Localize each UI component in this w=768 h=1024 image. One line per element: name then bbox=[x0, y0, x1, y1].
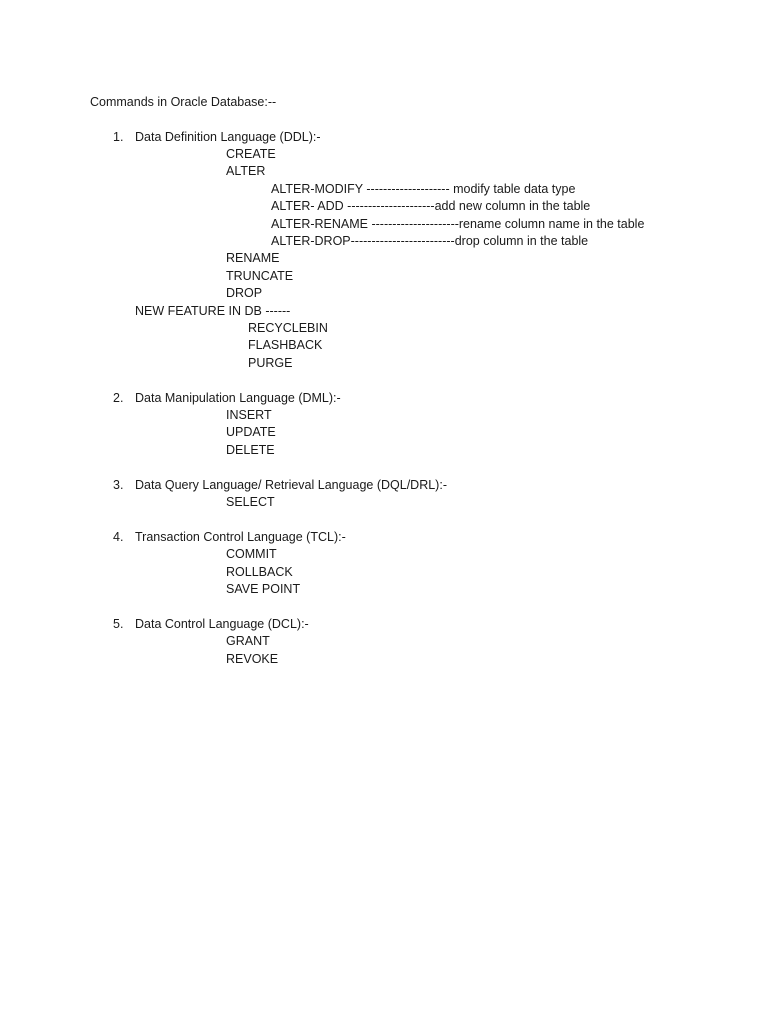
section-marker: 5. bbox=[113, 617, 124, 631]
list-item-text: ALTER-MODIFY -------------------- modify table data type bbox=[271, 182, 576, 196]
list-item-text: ALTER- ADD ---------------------add new column in the table bbox=[271, 199, 591, 213]
list-item-text: GRANT bbox=[226, 634, 270, 648]
list-item-text: CREATE bbox=[226, 147, 276, 161]
list-item-text: INSERT bbox=[226, 408, 272, 422]
new-feature-label: NEW FEATURE IN DB ------ bbox=[135, 304, 291, 318]
section-heading: Data Definition Language (DDL):- bbox=[135, 130, 321, 144]
list-item-text: ROLLBACK bbox=[226, 565, 293, 579]
list-item-text: UPDATE bbox=[226, 425, 276, 439]
list-item-text: SAVE POINT bbox=[226, 582, 301, 596]
list-item-text: RENAME bbox=[226, 251, 280, 265]
list-item-text: FLASHBACK bbox=[248, 338, 323, 352]
section-heading: Data Query Language/ Retrieval Language (DQL/DRL):- bbox=[135, 478, 447, 492]
list-item-text: RECYCLEBIN bbox=[248, 321, 328, 335]
document-title: Commands in Oracle Database:-- bbox=[90, 95, 277, 109]
list-item-text: DROP bbox=[226, 286, 263, 300]
section-marker: 4. bbox=[113, 530, 124, 544]
section-marker: 1. bbox=[113, 130, 124, 144]
section-marker: 3. bbox=[113, 478, 124, 492]
section-heading: Transaction Control Language (TCL):- bbox=[135, 530, 346, 544]
list-item-text: ALTER-RENAME ---------------------rename column name in the table bbox=[271, 217, 645, 231]
list-item-text: TRUNCATE bbox=[226, 269, 294, 283]
list-item-text: COMMIT bbox=[226, 547, 277, 561]
list-item-text: REVOKE bbox=[226, 652, 279, 666]
section-heading: Data Manipulation Language (DML):- bbox=[135, 391, 341, 405]
section-heading: Data Control Language (DCL):- bbox=[135, 617, 309, 631]
list-item-text: SELECT bbox=[226, 495, 275, 509]
list-item-text: PURGE bbox=[248, 356, 293, 370]
list-item-text: DELETE bbox=[226, 443, 275, 457]
list-item-text: ALTER bbox=[226, 164, 266, 178]
list-item-text: ALTER-DROP-------------------------drop column in the table bbox=[271, 234, 589, 248]
section-marker: 2. bbox=[113, 391, 124, 405]
